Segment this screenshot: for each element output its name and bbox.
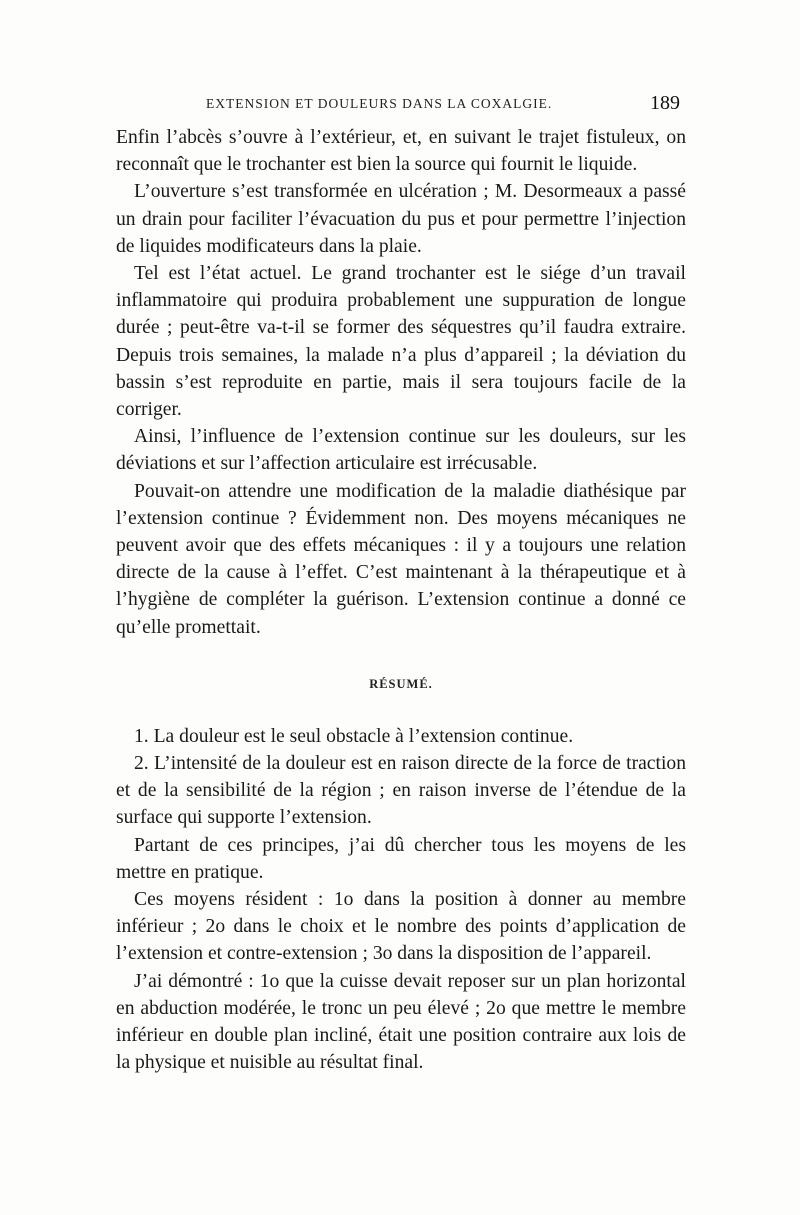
summary-item: 1. La douleur est le seul obstacle à l’extension continue.: [134, 725, 574, 747]
paragraph: J’ai démontré : 1o que la cuisse devait reposer sur un plan horizontal en abduction modérée, le tronc un peu élevé ; 2o que mettre le membre inférieur en double plan incliné, était une position contraire aux lois de la physique et nuisible au résultat final.: [116, 970, 686, 1074]
summary-item: 2. L’intensité de la douleur est en raison directe de la force de traction et de la sensibilité de la région ; en raison inverse de l’étendue de la surface qui supporte l’extension.: [116, 753, 686, 829]
paragraph: Ces moyens résident : 1o dans la position à donner au membre inférieur ; 2o dans le choix et le nombre des points d’application de l’extension et contre-extension ; 3o dans la disposition de l’appareil.: [116, 889, 686, 965]
paragraph: Enfin l’abcès s’ouvre à l’extérieur, et, en suivant le trajet fistuleux, on reconnaît que le trochanter est bien la source qui fournit le liquide.: [116, 127, 686, 176]
paragraph: Partant de ces principes, j’ai dû chercher tous les moyens de les mettre en pratique.: [116, 834, 686, 883]
main-text: [116, 124, 686, 1077]
paragraph: Pouvait-on attendre une modification de la maladie diathésique par l’extension continue ? Évidemment non. Des moyens mécaniques ne peuvent avoir que des effets mécaniques : il y a toujours une relation directe de la cause à l’effet. C’est maintenant à la thérapeutique et à l’hygiène de compléter la guérison. L’extension continue a donné ce qu’elle promettait.: [116, 480, 686, 638]
section-title: RÉSUMÉ.: [369, 676, 433, 691]
page-number: 189: [650, 92, 680, 114]
paragraph: Ainsi, l’influence de l’extension continue sur les douleurs, sur les déviations et sur l’affection articulaire est irrécusable.: [116, 426, 686, 475]
paragraph: Tel est l’état actuel. Le grand trochanter est le siége d’un travail inflammatoire qui produira probablement une suppuration de longue durée ; peut-être va-t-il se former des séquestres qu’il faudra extraire. Depuis trois semaines, la malade n’a plus d’appareil ; la déviation du bassin s’est reproduite en partie, mais il sera toujours facile de la corriger.: [116, 263, 686, 421]
page-header: [116, 92, 686, 122]
running-title: EXTENSION ET DOULEURS DANS LA COXALGIE.: [206, 96, 553, 111]
paragraph: L’ouverture s’est transformée en ulcération ; M. Desormeaux a passé un drain pour faciliter l’évacuation du pus et pour permettre l’injection de liquides modificateurs dans la plaie.: [116, 181, 686, 257]
